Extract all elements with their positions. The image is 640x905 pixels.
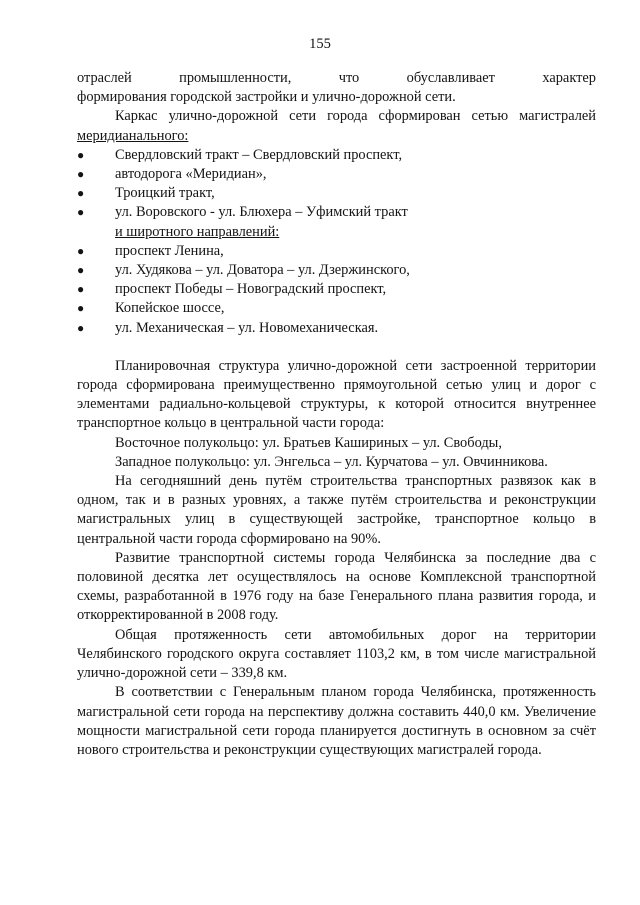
bullet-icon: ●	[77, 205, 85, 220]
bullet-icon: ●	[77, 282, 85, 297]
spacer	[77, 338, 596, 357]
bullet-icon: ●	[77, 167, 85, 182]
list-item: ● автодорога «Меридиан»,	[77, 165, 596, 184]
paragraph-development: Развитие транспортной системы города Челябинска за последние два с половиной десятка лет осуществлялось на основе Комплексной транспортной схемы, разработанной в 1976 году на базе Генерального плана развития города, и откорректированной в 2008 году.	[77, 549, 596, 624]
list-item: ● Свердловский тракт – Свердловский проспект,	[77, 146, 596, 165]
paragraph-today: На сегодняшний день путём строительства транспортных развязок как в одном, так и в разных уровнях, а также путём строительства и реконструкции магистральных улиц в существующей застройке, транспортное кольцо в центральной части города сформировано на 90%.	[77, 473, 596, 547]
bullet-icon: ●	[77, 186, 85, 201]
list-item: ● Троицкий тракт,	[77, 184, 596, 203]
meridional-heading: меридианального:	[77, 127, 189, 144]
list-item: ● ул. Механическая – ул. Новомеханическая.	[77, 319, 596, 338]
bullet-icon: ●	[77, 263, 85, 278]
paragraph-east-ring: Восточное полукольцо: ул. Братьев Кашириных – ул. Свободы,	[115, 434, 502, 451]
paragraph-general-plan: В соответствии с Генеральным планом города Челябинска, протяженность магистральной сети города на перспективу должна составить 440,0 км. Увеличение мощности магистральной сети города планируется достигнуть в основном за счёт нового строительства и реконструкции существующих магистралей города.	[77, 684, 596, 758]
paragraph-length: Общая протяженность сети автомобильных дорог на территории Челябинского городского округа составляет 1103,2 км, в том числе магистральной улично-дорожной сети – 339,8 км.	[77, 626, 596, 682]
list-item: ● Копейское шоссе,	[77, 299, 596, 318]
list-item: ● ул. Худякова – ул. Доватора – ул. Дзержинского,	[77, 261, 596, 280]
bullet-icon: ●	[77, 301, 85, 316]
document-body	[77, 69, 596, 760]
meridional-list	[77, 146, 596, 223]
latitudinal-list	[77, 242, 596, 338]
list-item: ● проспект Победы – Новоградский проспект,	[77, 280, 596, 299]
bullet-icon: ●	[77, 243, 85, 258]
list-item: ● проспект Ленина,	[77, 242, 596, 261]
bullet-icon: ●	[77, 147, 85, 162]
page-number: 155	[309, 36, 331, 52]
bullet-icon: ●	[77, 320, 85, 335]
paragraph-planning: Планировочная структура улично-дорожной сети застроенной территории города сформирована преимущественно прямоугольной сетью улиц и дорог с элементами радиально-кольцевой структуры, к которой относится внутреннее транспортное кольцо в центральной части города:	[77, 357, 596, 432]
paragraph-west-ring: Западное полукольцо: ул. Энгельса – ул. Курчатова – ул. Овчинникова.	[115, 453, 548, 470]
intro-line-2: формирования городской застройки и улично-дорожной сети.	[77, 89, 456, 106]
framework-text: Каркас улично-дорожной сети города сформирован сетью магистралей	[115, 108, 596, 125]
latitudinal-heading: и широтного направлений:	[115, 223, 280, 240]
list-item: ● ул. Воровского - ул. Блюхера – Уфимский тракт	[77, 203, 596, 222]
intro-line-1: отраслей промышленности, что обуславливает характер	[77, 70, 596, 86]
